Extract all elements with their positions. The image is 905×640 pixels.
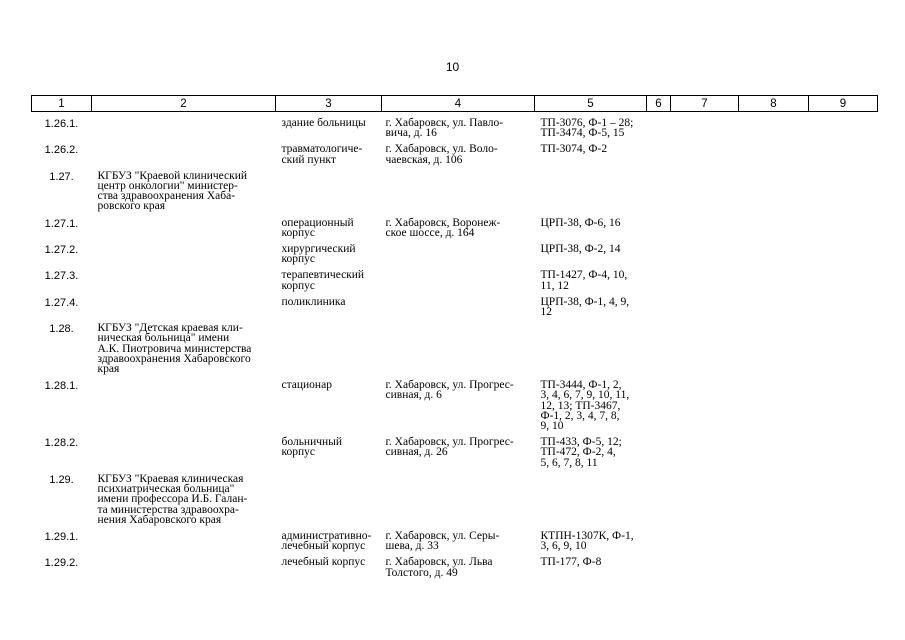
- organization-cell: [92, 297, 276, 317]
- object-cell: здание больницы: [281, 117, 366, 129]
- row-number: 1.27.2.: [44, 244, 79, 257]
- organization-cell: [92, 437, 276, 468]
- table-row: [32, 557, 878, 577]
- substation-cell: ТП-177, Ф-8: [540, 556, 602, 569]
- substation-cell: ЦРП-38, Ф-1, 4, 9, 12: [540, 295, 630, 319]
- object-cell: больничный корпус: [281, 436, 343, 459]
- row-number: 1.29.2.: [44, 557, 79, 570]
- organization-cell: [92, 380, 276, 431]
- header-row: [32, 96, 878, 112]
- object-cell: травматологиче- ский пункт: [281, 143, 363, 166]
- address-cell: [382, 474, 535, 525]
- row-number: 1.28.2.: [44, 437, 79, 450]
- table-row: [32, 531, 878, 551]
- organization-cell: [92, 144, 276, 164]
- row-number: 1.27.: [49, 170, 74, 183]
- object-cell: терапевтический корпус: [281, 269, 365, 292]
- row-number: 1.28.: [49, 323, 74, 336]
- object-cell: [276, 474, 382, 525]
- table-row: [32, 118, 878, 138]
- address-cell: г. Хабаровск, ул. Воло- чаевская, д. 106: [385, 143, 498, 166]
- address-cell: г. Хабаровск, ул. Льва Толстого, д. 49: [385, 556, 493, 579]
- header-col-9: 9: [809, 96, 878, 112]
- header-col-8: 8: [739, 96, 809, 112]
- organization-cell: [92, 557, 276, 577]
- address-cell: [382, 270, 535, 290]
- table-row: [32, 380, 878, 431]
- header-col-3: 3: [276, 96, 382, 112]
- address-cell: г. Хабаровск, Воронеж- ское шоссе, д. 164: [385, 216, 501, 239]
- table-row: [32, 171, 878, 212]
- substation-cell: КТПН-1307К, Ф-1, 3, 6, 9, 10: [540, 529, 634, 553]
- organization-cell: [92, 531, 276, 551]
- substation-cell: ЦРП-38, Ф-6, 16: [540, 216, 621, 229]
- data-table: [31, 95, 878, 578]
- address-cell: г. Хабаровск, ул. Павло- вича, д. 16: [385, 117, 504, 140]
- address-cell: г. Хабаровск, ул. Прогрес- сивная, д. 6: [385, 379, 514, 402]
- address-cell: [382, 323, 535, 374]
- header-col-1: 1: [32, 96, 92, 112]
- address-cell: г. Хабаровск, ул. Серы- шева, д. 33: [385, 529, 500, 553]
- row-number: 1.27.1.: [44, 217, 79, 230]
- row-number: 1.28.1.: [44, 380, 79, 393]
- row-number: 1.27.4.: [44, 296, 79, 309]
- header-col-4: 4: [382, 96, 535, 112]
- substation-cell: ТП-1427, Ф-4, 10, 11, 12: [540, 269, 628, 292]
- substation-cell: ТП-3444, Ф-1, 2, 3, 4, 6, 7, 9, 10, 11, 12, 13; ТП-3467, Ф-1, 2, 3, 4, 7, 8, 9, 10: [540, 379, 630, 433]
- table-row: [32, 297, 878, 317]
- substation-cell: ТП-3074, Ф-2: [540, 143, 608, 156]
- substation-cell: ЦРП-38, Ф-2, 14: [540, 243, 621, 256]
- header-col-7: 7: [671, 96, 739, 112]
- organization-cell: [92, 244, 276, 264]
- table-row: [32, 144, 878, 164]
- header-col-6: 6: [647, 96, 671, 112]
- header-col-2: 2: [92, 96, 276, 112]
- object-cell: административно- лечебный корпус: [281, 529, 372, 553]
- row-number: 1.26.2.: [44, 144, 79, 157]
- organization-cell: [92, 118, 276, 138]
- table-row: [32, 474, 878, 525]
- organization-cell: КГБУЗ "Краевой клинический центр онкологии" министер- ства здравоохранения Хаба- ровского края: [97, 169, 248, 213]
- substation-cell: ТП-3076, Ф-1 – 28; ТП-3474, Ф-5, 15: [540, 117, 634, 140]
- substation-cell: [535, 474, 647, 525]
- organization-cell: КГБУЗ "Краевая клиническая психиатрическая больница" имени профессора И.Б. Галан- та министерства здравоохра- нения Хабаровского края: [97, 472, 248, 526]
- object-cell: поликлиника: [281, 295, 346, 308]
- table-row: [32, 437, 878, 468]
- address-cell: [382, 244, 535, 264]
- object-cell: хирургический корпус: [281, 243, 356, 266]
- table-row: [32, 323, 878, 374]
- table-row: [32, 244, 878, 264]
- row-number: 1.29.1.: [44, 530, 79, 543]
- address-cell: [382, 297, 535, 317]
- organization-cell: КГБУЗ "Детская краевая кли- ническая больница" имени А.К. Пиотровича министерства здравоохранения Хабаровского края: [97, 322, 252, 376]
- row-number: 1.26.1.: [44, 118, 79, 130]
- substation-cell: ТП-433, Ф-5, 12; ТП-472, Ф-2, 4, 5, 6, 7, 8, 11: [540, 436, 622, 469]
- organization-cell: [92, 270, 276, 290]
- table-row: [32, 218, 878, 238]
- substation-cell: [535, 323, 647, 374]
- organization-cell: [92, 218, 276, 238]
- row-number: 1.29.: [49, 473, 74, 486]
- page-number: 10: [445, 60, 460, 74]
- object-cell: [276, 323, 382, 374]
- address-cell: [382, 171, 535, 212]
- object-cell: операционный корпус: [281, 216, 354, 239]
- table-row: [32, 270, 878, 290]
- object-cell: стационар: [281, 379, 332, 392]
- substation-cell: [535, 171, 647, 212]
- object-cell: [276, 171, 382, 212]
- row-number: 1.27.3.: [44, 270, 79, 283]
- object-cell: лечебный корпус: [281, 556, 366, 569]
- address-cell: г. Хабаровск, ул. Прогрес- сивная, д. 26: [385, 436, 514, 459]
- header-col-5: 5: [535, 96, 647, 112]
